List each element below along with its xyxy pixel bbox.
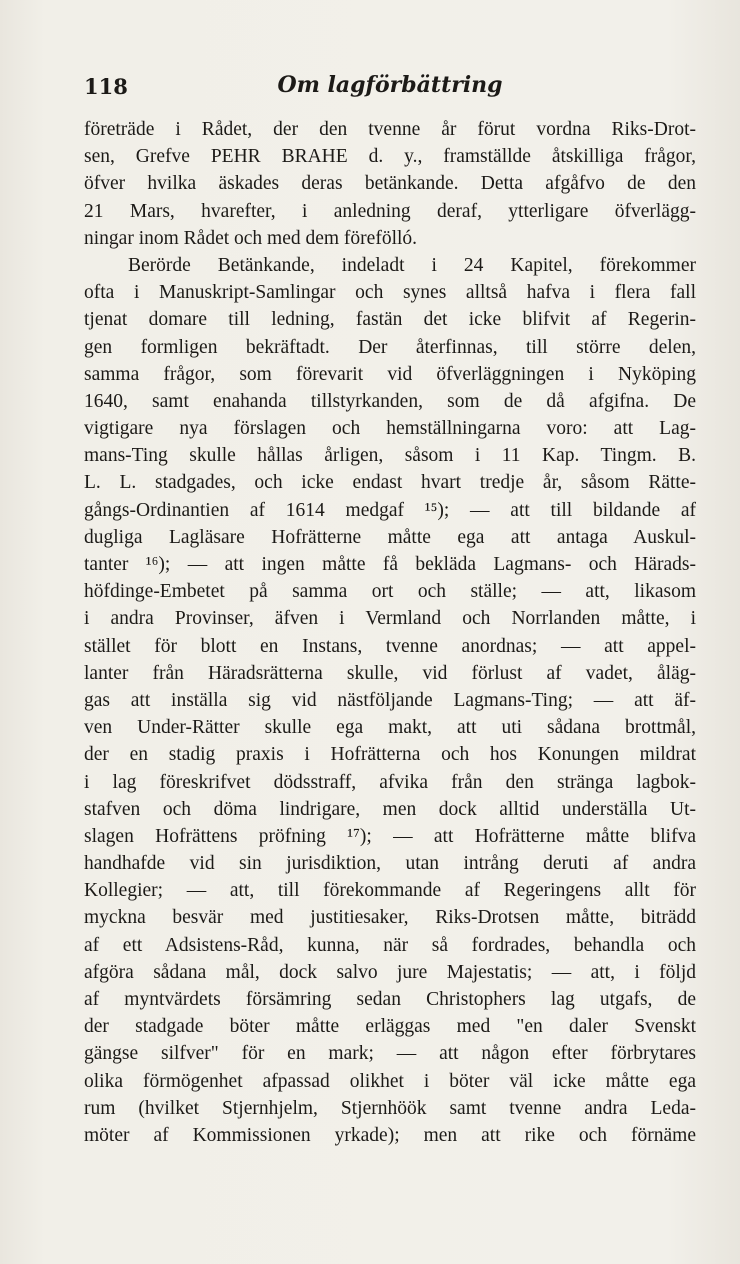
text-line: stafven och döma lindrigare, men dock alltid underställa Ut-: [84, 798, 696, 820]
text-line: rum (hvilket Stjernhjelm, Stjernhöök samt tvenne andra Leda-: [84, 1097, 696, 1119]
text-line: möter af Kommissionen yrkade); men att rike och förnäme: [84, 1124, 696, 1146]
text-line: af ett Adsistens-Råd, kunna, när så fordrades, behandla och: [84, 934, 696, 956]
text-line: 21 Mars, hvarefter, i anledning deraf, ytterligare öfverlägg-: [84, 200, 696, 222]
running-title: Om lagförbättring: [277, 72, 503, 98]
text-line: vigtigare nya förslagen och hemställningarna voro: att Lag-: [84, 418, 696, 440]
text-line: L. L. stadgades, och icke endast hvart tredje år, såsom Rätte-: [84, 472, 696, 494]
text-line: Berörde Betänkande, indeladt i 24 Kapitel, förekommer: [128, 254, 696, 276]
body-text: [84, 116, 696, 1149]
text-line: gen formligen bekräftadt. Der återfinnas, till större delen,: [84, 336, 696, 358]
text-line: der stadgade böter måtte erläggas med "en daler Svenskt: [84, 1016, 696, 1038]
text-line: ofta i Manuskript-Samlingar och synes alltså hafva i flera fall: [84, 282, 696, 304]
text-line: myckna besvär med justitiesaker, Riks-Drotsen måtte, biträdd: [84, 907, 696, 929]
text-line: i lag föreskrifvet dödsstraff, afvika från den stränga lagbok-: [84, 771, 696, 793]
text-line: gängse silfver" för en mark; — att någon efter förbrytares: [84, 1043, 696, 1065]
text-line: företräde i Rådet, der den tvenne år förut vordna Riks-Drot-: [84, 119, 696, 140]
text-line: mans-Ting skulle hållas årligen, såsom i 11 Kap. Tingm. B.: [84, 445, 696, 467]
text-line: der en stadig praxis i Hofrätterna och hos Konungen mildrat: [84, 744, 696, 766]
text-line: samma frågor, som förevarit vid öfverläggningen i Nyköping: [84, 363, 696, 385]
text-line: tjenat domare till ledning, fastän det icke blifvit af Regerin-: [84, 309, 696, 331]
text-line: gas att inställa sig vid nästföljande Lagmans-Ting; — att äf-: [84, 689, 696, 711]
text-line: olika förmögenhet afpassad olikhet i böter väl icke måtte ega: [84, 1070, 696, 1092]
text-line: öfver hvilka äskades deras betänkande. Detta afgåfvo de den: [84, 173, 696, 195]
text-line: i andra Provinser, äfven i Vermland och Norrlanden måtte, i: [84, 608, 696, 630]
text-line: handhafde vid sin jurisdiktion, utan intrång deruti af andra: [84, 853, 696, 875]
text-line: lanter från Häradsrätterna skulle, vid förlust af vadet, åläg-: [84, 662, 696, 684]
text-line: dugliga Lagläsare Hofrätterne måtte ega att antaga Auskul-: [84, 526, 696, 548]
text-line: 1640, samt enahanda tillstyrkanden, som de då afgifna. De: [84, 390, 696, 412]
text-line: tanter ¹⁶); — att ingen måtte få bekläda Lagmans- och Härads-: [84, 554, 696, 575]
text-line: slagen Hofrättens pröfning ¹⁷); — att Hofrätterne måtte blifva: [84, 825, 696, 847]
text-line: af myntvärdets försämring sedan Christophers lag utgafs, de: [84, 989, 696, 1010]
text-line: gångs-Ordinantien af 1614 medgaf ¹⁵); — att till bildande af: [84, 499, 696, 521]
text-line: Kollegier; — att, till förekommande af Regeringens allt för: [84, 880, 696, 902]
text-line: afgöra sådana mål, dock salvo jure Majestatis; — att, i följd: [84, 961, 696, 983]
text-line: ningar inom Rådet och med dem förefölló.: [84, 227, 418, 249]
text-line: stället för blott en Instans, tvenne anordnas; — att appel-: [84, 635, 696, 657]
text-line: ven Under-Rätter skulle ega makt, att uti sådana brottmål,: [84, 717, 696, 739]
page-number: 118: [84, 74, 128, 99]
text-line: höfdinge-Embetet på samma ort och ställe; — att, likasom: [84, 581, 696, 603]
page-header: [84, 70, 696, 106]
text-line: sen, Grefve PEHR BRAHE d. y., framställde åtskilliga frågor,: [84, 146, 696, 168]
